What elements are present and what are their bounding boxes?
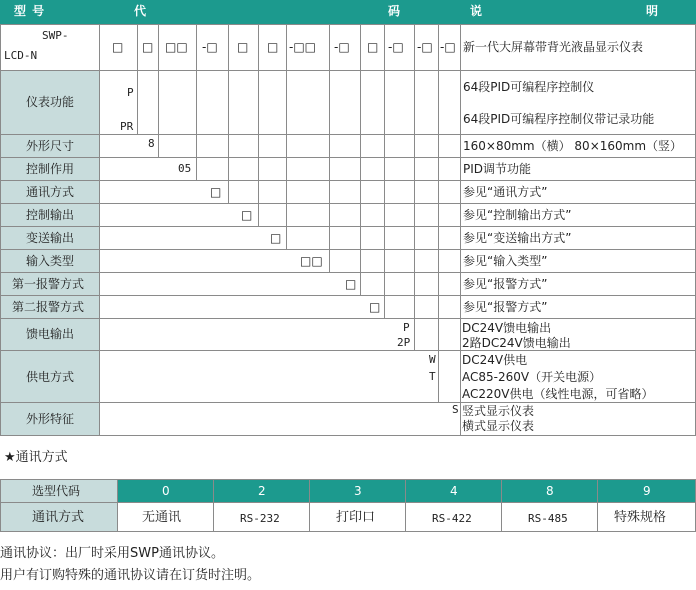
row-label-alarm-1: 第一报警方式 (12, 277, 85, 291)
table-header (0, 0, 696, 24)
alarm-1-desc: 参见“报警方式” (463, 277, 548, 291)
control-action-desc: PID调节功能 (463, 162, 532, 176)
size-code: 8 (148, 137, 155, 150)
model-code-1: □ (112, 40, 124, 54)
row-label-shape: 外形特征 (26, 412, 75, 426)
alarm-2-desc: 参见“报警方式” (463, 300, 548, 314)
input-type-code: □□ (300, 254, 323, 268)
model-label-line2: LCD-N (4, 49, 38, 62)
row-label-transmit-output: 变送输出 (26, 231, 75, 245)
header-model: 型 号 (14, 4, 46, 18)
comm-value-2: RS-232 (240, 512, 280, 525)
comm-code-2: 2 (258, 484, 266, 498)
shape-code-s: S (452, 403, 459, 416)
comm-value-3: 打印口 (336, 510, 376, 525)
transmit-output-desc: 参见“变送输出方式” (463, 231, 572, 245)
model-code-10: -□ (388, 40, 404, 54)
comm-code: □ (210, 185, 222, 199)
comm-section-title: ★通讯方式 (4, 450, 68, 465)
comm-desc: 参见“通讯方式” (463, 185, 548, 199)
header-desc: 说 (470, 4, 483, 18)
power-desc-1: DC24V供电 (462, 353, 528, 367)
model-label-line1: SWP- (42, 29, 69, 42)
function-code-p: P (127, 86, 134, 99)
function-desc-1: 64段PID可编程序控制仪 (463, 80, 595, 94)
model-code-12: -□ (440, 40, 456, 54)
control-action-code: 05 (178, 162, 192, 175)
comm-value-9: 特殊规格 (614, 510, 667, 525)
model-code-8: -□ (334, 40, 350, 54)
feed-output-code-2p: 2P (397, 336, 411, 349)
feed-output-desc-1: DC24V馈电输出 (462, 321, 552, 335)
power-desc-3: AC220V供电（线性电源，可省略） (462, 387, 654, 401)
power-code-t: T (429, 370, 436, 383)
row-label-size: 外形尺寸 (26, 139, 75, 153)
control-output-desc: 参见“控制输出方式” (463, 208, 572, 222)
model-code-2: □ (142, 40, 154, 54)
power-code-w: W (429, 353, 436, 366)
feed-output-desc-2: 2路DC24V馈电输出 (462, 336, 571, 350)
model-code-7: -□□ (289, 40, 317, 54)
row-label-alarm-2: 第二报警方式 (12, 300, 85, 314)
size-desc: 160×80mm（横） 80×160mm（竖） (463, 139, 683, 153)
input-type-desc: 参见“输入类型” (463, 254, 548, 268)
note-protocol-special: 用户有订购特殊的通讯协议请在订货时注明。 (0, 568, 261, 583)
row-label-power: 供电方式 (26, 370, 75, 384)
comm-code-4: 4 (450, 484, 458, 498)
model-code-4: -□ (202, 40, 218, 54)
feed-output-code-p: P (403, 321, 410, 334)
row-label-control-action: 控制作用 (26, 162, 75, 176)
model-desc: 新一代大屏幕带背光液晶显示仪表 (463, 40, 644, 54)
function-code-pr: PR (120, 120, 134, 133)
header-desc-2: 明 (646, 4, 659, 18)
comm-value-0: 无通讯 (142, 510, 182, 525)
row-label-feed-output: 馈电输出 (26, 327, 75, 341)
control-output-code: □ (241, 208, 253, 222)
model-code-11: -□ (417, 40, 433, 54)
comm-code-3: 3 (354, 484, 362, 498)
header-code-2: 码 (388, 4, 401, 18)
row-label-comm: 通讯方式 (26, 185, 75, 199)
row-label-input-type: 输入类型 (26, 254, 75, 268)
comm-code-0: 0 (162, 484, 170, 498)
alarm-1-code: □ (345, 277, 357, 291)
model-code-3: □□ (165, 40, 188, 54)
comm-code-8: 8 (546, 484, 554, 498)
comm-value-4: RS-422 (432, 512, 472, 525)
model-code-5: □ (237, 40, 249, 54)
model-code-6: □ (267, 40, 279, 54)
shape-desc-1: 竖式显示仪表 (462, 404, 535, 418)
shape-desc-2: 横式显示仪表 (462, 419, 535, 433)
header-code: 代 (134, 4, 147, 18)
comm-value-8: RS-485 (528, 512, 568, 525)
row-label-control-output: 控制输出 (26, 208, 75, 222)
model-code-9: □ (367, 40, 379, 54)
comm-header-label: 选型代码 (32, 484, 81, 498)
row-label-function: 仪表功能 (26, 95, 75, 109)
transmit-output-code: □ (270, 231, 282, 245)
comm-row-label: 通讯方式 (32, 510, 85, 525)
function-desc-2: 64段PID可编程序控制仪带记录功能 (463, 112, 655, 126)
alarm-2-code: □ (369, 300, 381, 314)
comm-code-9: 9 (643, 484, 651, 498)
power-desc-2: AC85-260V（开关电源） (462, 370, 602, 384)
note-protocol-default: 通讯协议：出厂时采用SWP通讯协议。 (0, 546, 224, 561)
